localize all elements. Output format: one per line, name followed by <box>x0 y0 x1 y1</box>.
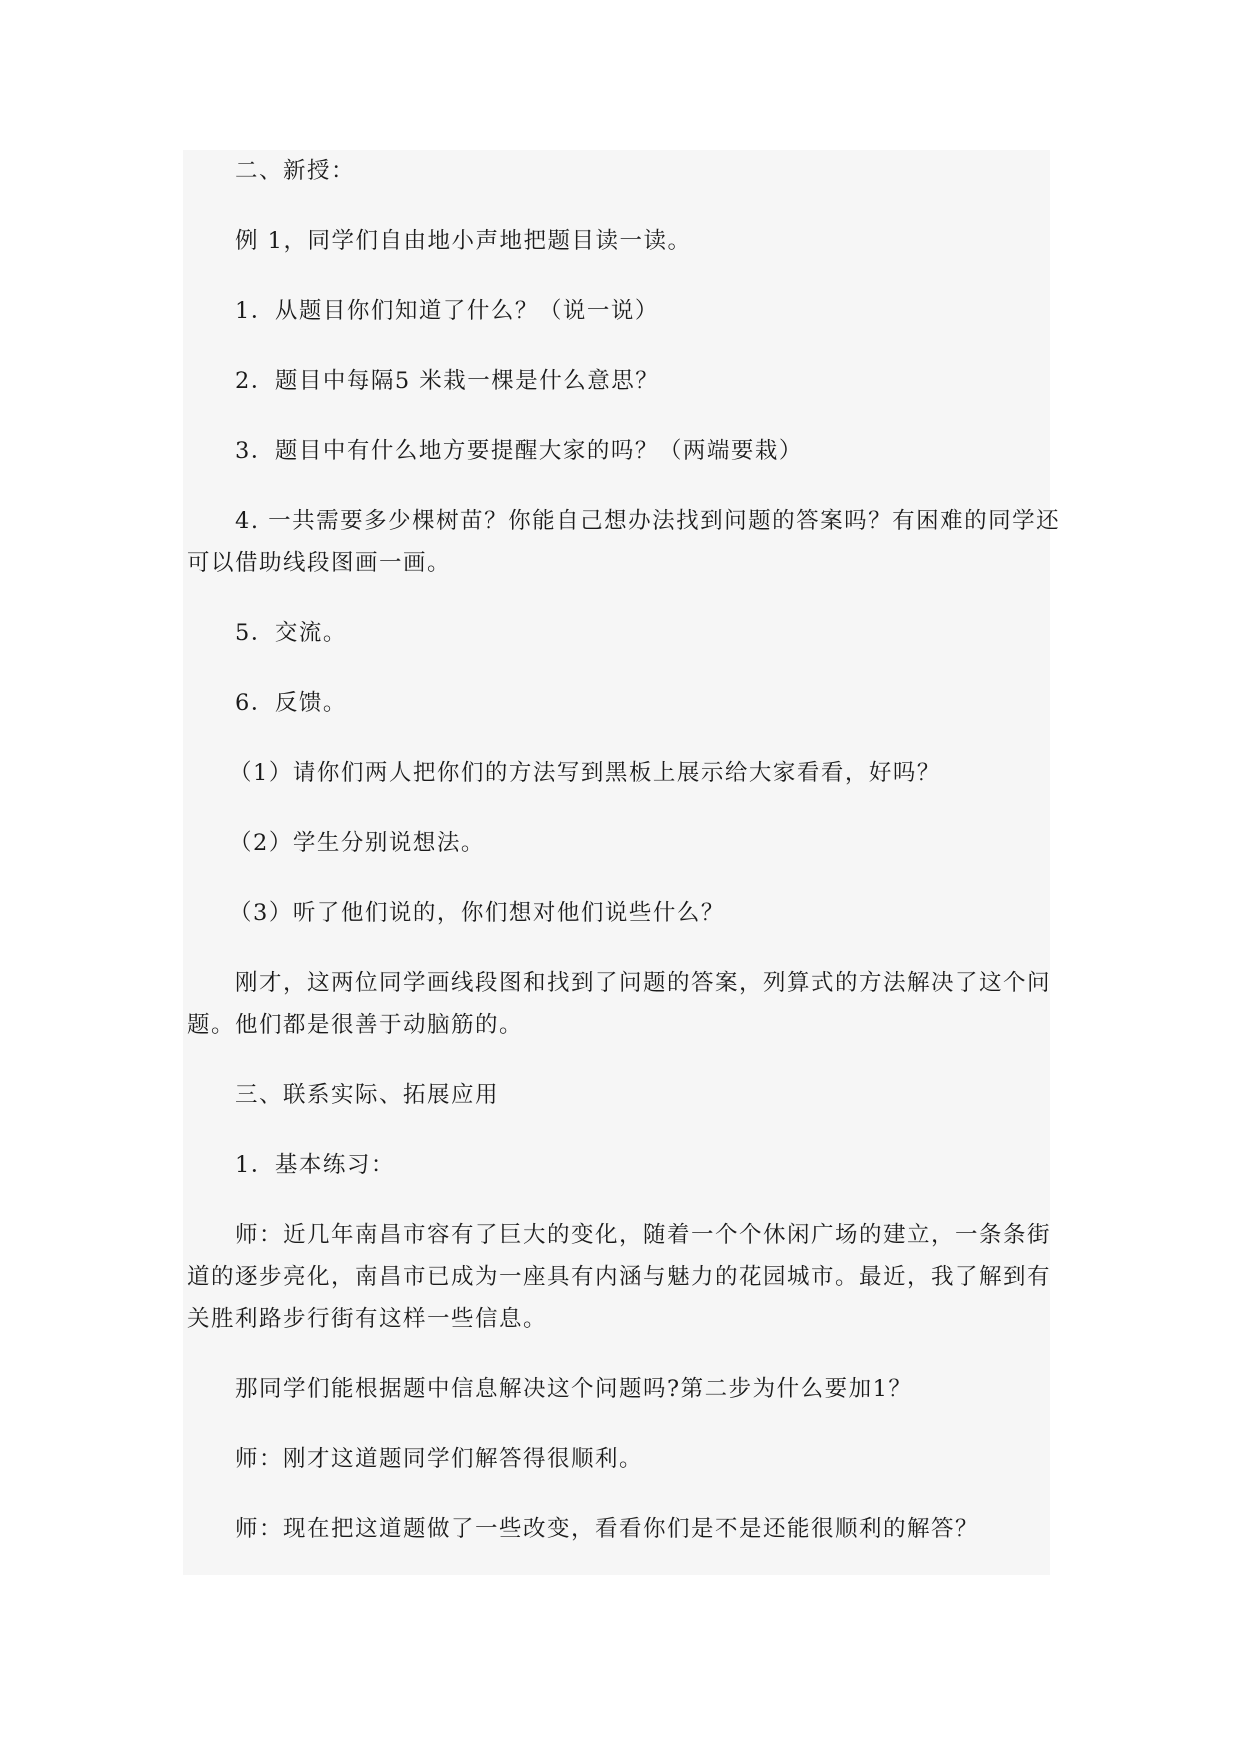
paragraph-feedback-1: （1）请你们两人把你们的方法写到黑板上展示给大家看看，好吗？ <box>229 760 941 786</box>
paragraph-feedback-2: （2）学生分别说想法。 <box>229 830 485 856</box>
paragraph-exchange: 5．交流。 <box>235 620 347 646</box>
heading-new-lesson: 二、新授： <box>235 158 356 184</box>
paragraph-question-1: 1．从题目你们知道了什么？（说一说） <box>235 298 659 324</box>
paragraph-teacher-change: 师：现在把这道题做了一些改变，看看你们是不是还能很顺利的解答？ <box>235 1516 980 1542</box>
paragraph-question-2: 2．题目中每隔5 米栽一棵是什么意思？ <box>235 368 660 394</box>
paragraph-question-3: 3．题目中有什么地方要提醒大家的吗？（两端要栽） <box>235 438 803 464</box>
paragraph-step-two: 那同学们能根据题中信息解决这个问题吗?第二步为什么要加1？ <box>235 1376 913 1402</box>
paragraph-teacher-smooth: 师：刚才这道题同学们解答得很顺利。 <box>235 1446 644 1472</box>
paragraph-teacher-nanchang: 师：近几年南昌市容有了巨大的变化，随着一个个休闲广场的建立，一条条街 道的逐步亮化，南昌市已成为一座具有内涵与魅力的花园城市。最近，我了解到有 关胜利路步行街有这样一些信息。 <box>187 1222 1052 1332</box>
paragraph-question-4: 4. 一共需要多少棵树苗？你能自己想办法找到问题的答案吗？有困难的同学还 可以借助线段图画一画。 <box>187 508 1061 576</box>
paragraph-summary: 刚才，这两位同学画线段图和找到了问题的答案，列算式的方法解决了这个问 题。他们都是很善于动脑筋的。 <box>187 970 1052 1038</box>
paragraph-feedback-3: （3）听了他们说的，你们想对他们说些什么？ <box>229 900 725 926</box>
paragraph-example-1: 例 1，同学们自由地小声地把题目读一读。 <box>235 228 692 254</box>
paragraph-feedback: 6．反馈。 <box>235 690 347 716</box>
heading-practice: 三、联系实际、拓展应用 <box>235 1082 500 1108</box>
paragraph-basic-exercise: 1．基本练习： <box>235 1152 395 1178</box>
